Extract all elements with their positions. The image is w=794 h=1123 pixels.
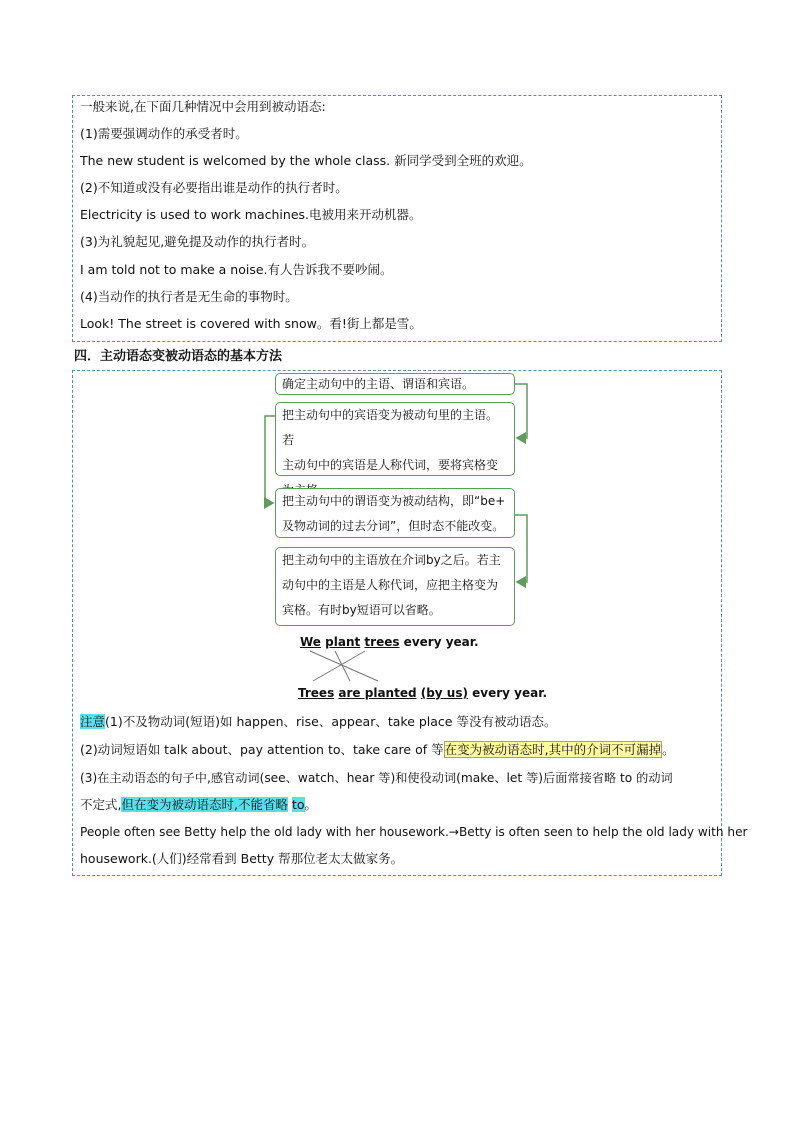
- flow-step-1: [275, 373, 515, 395]
- section-title: 四．主动语态变被动语态的基本方法: [74, 349, 283, 364]
- active-we: We: [300, 635, 321, 649]
- passive-sentence: [298, 686, 547, 700]
- note-2: [80, 742, 675, 758]
- passive-by-us: (by us): [420, 686, 468, 700]
- usage-case-3: (3)为礼貌起见,避免提及动作的执行者时。: [80, 234, 315, 249]
- usage-example-1: The new student is welcomed by the whole class. 新同学受到全班的欢迎。: [80, 153, 532, 168]
- passive-are-planted: are planted: [338, 686, 417, 700]
- flow-step-2-line-2: 主动句中的宾语是人称代词，要将宾格变: [282, 458, 499, 472]
- active-plant: plant: [325, 635, 361, 649]
- flow-step-3-line-1: 把主动句中的谓语变为被动结构，即“be+: [282, 494, 506, 508]
- usage-example-4: Look! The street is covered with snow。看!街上都是雪。: [80, 316, 422, 331]
- flow-step-3: [275, 488, 515, 538]
- flow-step-4-line-2: 动句中的主语是人称代词，应把主格变为: [282, 578, 499, 592]
- usage-case-2: (2)不知道或没有必要指出谁是动作的执行者时。: [80, 180, 348, 195]
- note-3-text-a: 不定式,: [80, 797, 122, 812]
- note-3-highlight: 但在变为被动语态时,不能省略: [121, 797, 288, 812]
- cross-line-plant-areplanted: [335, 651, 350, 681]
- note-2-highlight: 在变为被动语态时,其中的介词不可漏掉: [444, 742, 662, 757]
- flow-step-2: [275, 402, 515, 476]
- active-trees: trees: [364, 635, 400, 649]
- note-3-to: to: [291, 797, 305, 812]
- usage-example-2: Electricity is used to work machines.电被用来开动机器。: [80, 207, 422, 222]
- note-3-line-2: [80, 797, 317, 813]
- active-sentence: [300, 635, 479, 649]
- note-2-text-a: (2)动词短语如 talk about、pay attention to、take care of 等: [80, 742, 444, 757]
- passive-rest: every year.: [467, 686, 548, 700]
- usage-intro: 一般来说,在下面几种情况中会用到被动语态:: [80, 99, 326, 114]
- arrow-step2-to-step3: [265, 416, 275, 503]
- flow-step-4-line-3: 宾格。有时by短语可以省略。: [282, 603, 441, 617]
- note-3-line-1: (3)在主动语态的句子中,感官动词(see、watch、hear 等)和使役动词(make、let 等)后面常接省略 to 的动词: [80, 771, 673, 785]
- note-1: [80, 714, 556, 730]
- usage-case-4: (4)当动作的执行者是无生命的事物时。: [80, 289, 298, 304]
- usage-case-1: (1)需要强调动作的承受者时。: [80, 126, 248, 141]
- note-example-line-1: People often see Betty help the old lady with her housework.→Betty is often seen to help the old lady with her: [80, 825, 748, 839]
- flow-step-4-line-1: 把主动句中的主语放在介词by之后。若主: [282, 553, 501, 567]
- flow-step-3-line-2: 及物动词的过去分词”，但时态不能改变。: [282, 519, 505, 533]
- note-3-text-b: 。: [304, 797, 318, 812]
- usage-example-3: I am told not to make a noise.有人告诉我不要吵闹。: [80, 262, 393, 277]
- note-2-text-b: 。: [662, 742, 675, 757]
- note-label: 注意: [80, 714, 106, 729]
- note-example-line-2: housework.(人们)经常看到 Betty 帮那位老太太做家务。: [80, 851, 404, 866]
- arrow-step3-to-step4: [515, 515, 527, 582]
- flow-step-4: [275, 547, 515, 626]
- flow-step-1-text: 确定主动句中的主语、谓语和宾语。: [282, 377, 475, 391]
- flow-step-2-line-1: 把主动句中的宾语变为被动句里的主语。若: [282, 408, 499, 447]
- passive-trees: Trees: [298, 686, 335, 700]
- active-rest: every year.: [399, 635, 479, 649]
- arrow-step1-to-step2: [515, 384, 527, 438]
- note-1-text: (1)不及物动词(短语)如 happen、rise、appear、take place 等没有被动语态。: [105, 714, 557, 729]
